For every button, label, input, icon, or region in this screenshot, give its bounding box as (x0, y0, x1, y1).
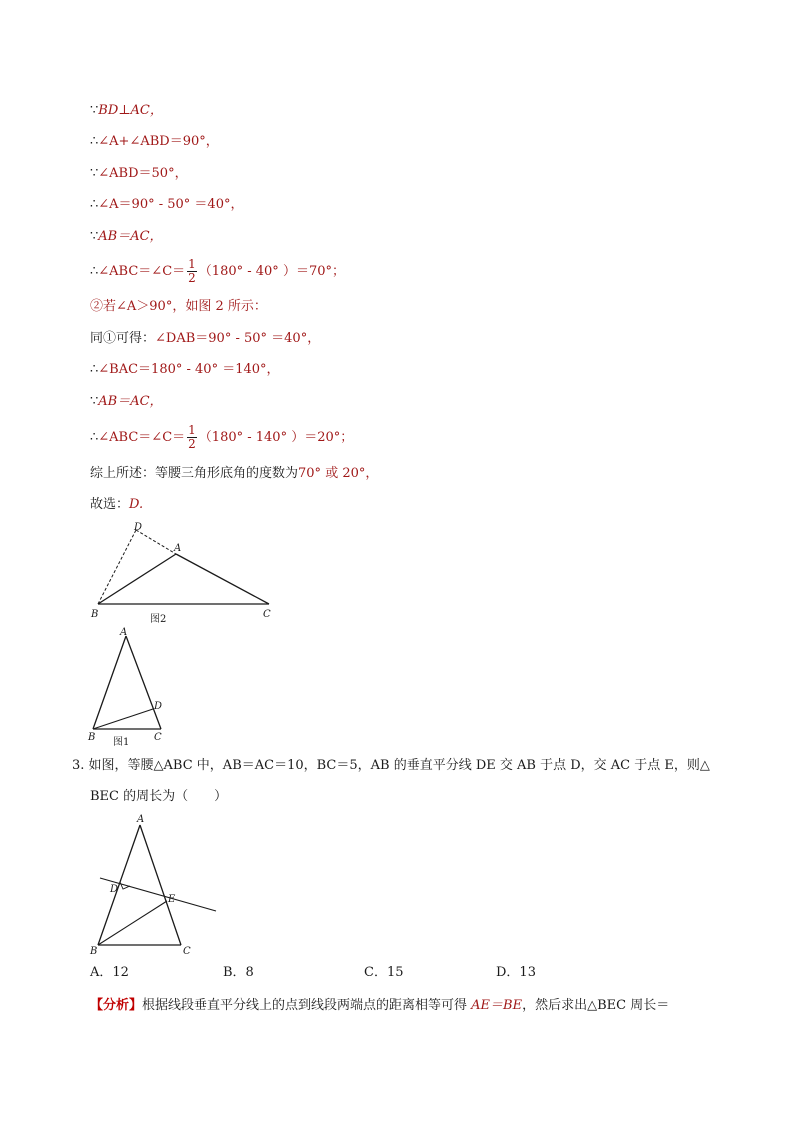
solution-line-7: ②若∠A＞90°，如图 2 所示： (90, 299, 267, 314)
figure-2 (86, 518, 286, 628)
fig1-caption: 图1 (113, 737, 130, 748)
fig3-label-d: D (110, 884, 119, 895)
fig1-label-a: A (120, 627, 128, 638)
fig3-side-ab (98, 825, 140, 945)
fig1-side-ac (126, 636, 161, 729)
fig3-segment-be (98, 901, 167, 945)
fig1-label-d: D (154, 701, 163, 712)
option-c: C．15 (364, 965, 404, 980)
fig3-side-ac (140, 825, 181, 945)
question-3-line-1: 3. 如图，等腰△ABC 中，AB＝AC＝10，BC＝5，AB 的垂直平分线 DE 交 AB 于点 D，交 AC 于点 E，则△ (72, 758, 710, 773)
fig2-label-c: C (263, 609, 271, 620)
solution-line-4: ∴∠A＝90° - 50° ＝40°， (90, 197, 244, 212)
analysis-line: 【分析】根据线段垂直平分线上的点到线段两端点的距离相等可得 AE＝BE，然后求出△BEC 周长＝ (90, 998, 670, 1013)
fig1-label-b: B (88, 732, 96, 743)
solution-line-9: ∴∠BAC＝180° - 40° ＝140°， (90, 362, 280, 377)
fig2-label-d: D (134, 522, 143, 533)
fig1-label-c: C (154, 732, 162, 743)
solution-line-6: ∴∠ABC＝∠C＝ $\frac{1}{2}$ （180° - 40° ）＝70°； (90, 257, 345, 285)
fig2-dashed-bd (98, 530, 136, 604)
answer-line: 故选：D. (90, 497, 144, 512)
fig2-dashed-da (136, 530, 176, 554)
fig1-segment-bd (93, 709, 153, 729)
solution-line-1: ∵BD⊥AC， (90, 103, 163, 118)
option-a: A．12 (90, 965, 129, 980)
fraction-half: $\frac{1}{2}$ (188, 257, 196, 285)
fig2-side-ab (98, 554, 176, 604)
option-d: D．13 (496, 965, 536, 980)
solution-line-3: ∵∠ABD＝50°， (90, 166, 188, 181)
fig2-label-a: A (174, 543, 182, 554)
fig3-label-b: B (90, 946, 98, 957)
solution-line-8: 同①可得：∠DAB＝90° - 50° ＝40°， (90, 331, 321, 346)
solution-line-5: ∵AB＝AC， (90, 229, 163, 244)
question-3-line-2: BEC 的周长为（ ） (90, 789, 228, 804)
fig2-side-ac (176, 554, 269, 604)
solution-line-10: ∵AB＝AC， (90, 394, 163, 409)
fig3-label-c: C (183, 946, 191, 957)
figure-3 (86, 808, 226, 958)
fraction-half-2: $\frac{1}{2}$ (188, 423, 196, 451)
fig2-caption: 图2 (150, 614, 167, 625)
solution-line-2: ∴∠A+∠ABD＝90°， (90, 134, 219, 149)
fig2-label-b: B (91, 609, 99, 620)
fig1-side-ab (93, 636, 126, 729)
figure-1 (86, 626, 176, 750)
option-b: B．8 (223, 965, 254, 980)
solution-line-11: ∴∠ABC＝∠C＝ $\frac{1}{2}$ （180° - 140° ）＝20°； (90, 423, 354, 451)
conclusion-line: 综上所述：等腰三角形底角的度数为70° 或 20°， (90, 466, 379, 481)
fig3-label-a: A (137, 814, 145, 825)
fig3-label-e: E (168, 894, 176, 905)
